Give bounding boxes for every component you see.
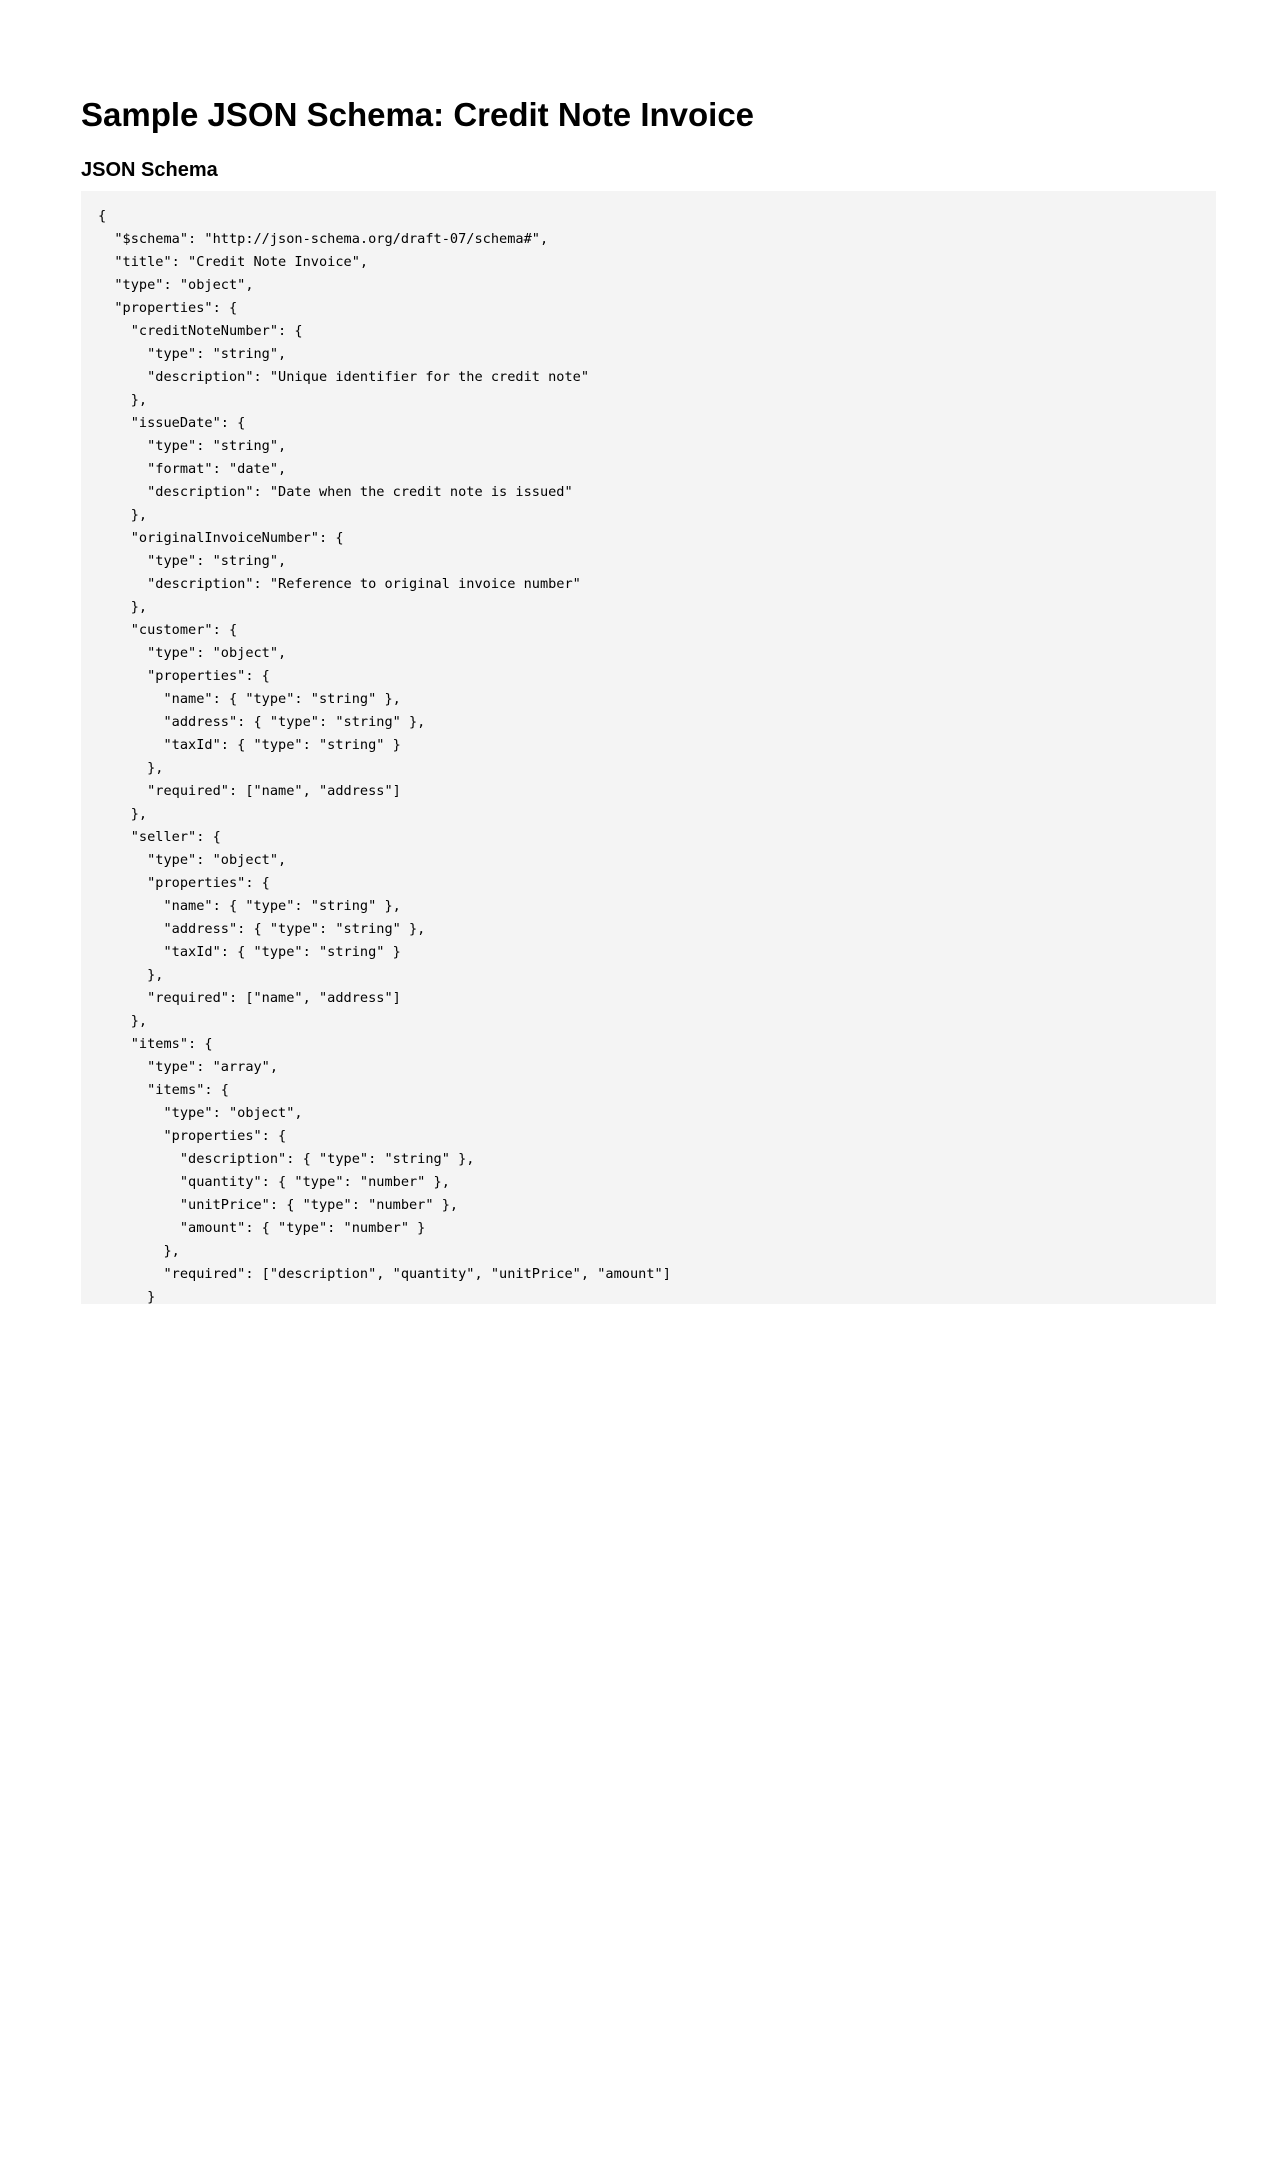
code-line: "required": ["name", "address"] [98, 783, 401, 799]
code-block [81, 191, 1216, 1304]
code-line: }, [98, 1013, 148, 1029]
code-line: "quantity": { "type": "number" }, [98, 1174, 450, 1190]
code-line: "format": "date", [98, 461, 287, 477]
code-line: }, [98, 599, 148, 615]
code-line: }, [98, 806, 148, 822]
code-line: }, [98, 1243, 180, 1259]
code-line: "$schema": "http://json-schema.org/draft-07/schema#", [98, 231, 549, 247]
code-line: "name": { "type": "string" }, [98, 898, 401, 914]
code-line: "type": "object", [98, 852, 287, 868]
code-line: "description": "Unique identifier for the credit note" [98, 369, 590, 385]
code-content [98, 205, 1199, 1304]
code-line: "properties": { [98, 875, 270, 891]
code-line: "amount": { "type": "number" } [98, 1220, 426, 1236]
code-line: { [98, 208, 107, 224]
section-heading: JSON Schema [81, 159, 218, 181]
code-line: "type": "string", [98, 438, 287, 454]
code-line: } [98, 1289, 156, 1304]
code-line: }, [98, 967, 164, 983]
code-line: "taxId": { "type": "string" } [98, 737, 401, 753]
code-line: "type": "string", [98, 553, 287, 569]
code-line: "description": { "type": "string" }, [98, 1151, 475, 1167]
code-line: "properties": { [98, 668, 270, 684]
code-line: }, [98, 507, 148, 523]
code-line: "type": "array", [98, 1059, 279, 1075]
code-line: "originalInvoiceNumber": { [98, 530, 344, 546]
code-line: "type": "object", [98, 277, 254, 293]
code-line: }, [98, 760, 164, 776]
code-line: "properties": { [98, 1128, 287, 1144]
code-line: "address": { "type": "string" }, [98, 714, 426, 730]
code-line: "description": "Date when the credit note is issued" [98, 484, 573, 500]
code-line: "title": "Credit Note Invoice", [98, 254, 369, 270]
code-line: "type": "object", [98, 1105, 303, 1121]
code-line: "items": { [98, 1082, 229, 1098]
code-line: }, [98, 392, 148, 408]
code-line: "issueDate": { [98, 415, 246, 431]
page-title: Sample JSON Schema: Credit Note Invoice [81, 96, 755, 133]
code-line: "taxId": { "type": "string" } [98, 944, 401, 960]
code-line: "unitPrice": { "type": "number" }, [98, 1197, 459, 1213]
code-line: "type": "string", [98, 346, 287, 362]
code-line: "description": "Reference to original invoice number" [98, 576, 581, 592]
code-line: "items": { [98, 1036, 213, 1052]
code-line: "type": "object", [98, 645, 287, 661]
code-line: "required": ["description", "quantity", "unitPrice", "amount"] [98, 1266, 671, 1282]
code-line: "name": { "type": "string" }, [98, 691, 401, 707]
code-line: "address": { "type": "string" }, [98, 921, 426, 937]
code-line: "customer": { [98, 622, 238, 638]
code-line: "creditNoteNumber": { [98, 323, 303, 339]
code-line: "properties": { [98, 300, 238, 316]
code-line: "seller": { [98, 829, 221, 845]
code-line: "required": ["name", "address"] [98, 990, 401, 1006]
